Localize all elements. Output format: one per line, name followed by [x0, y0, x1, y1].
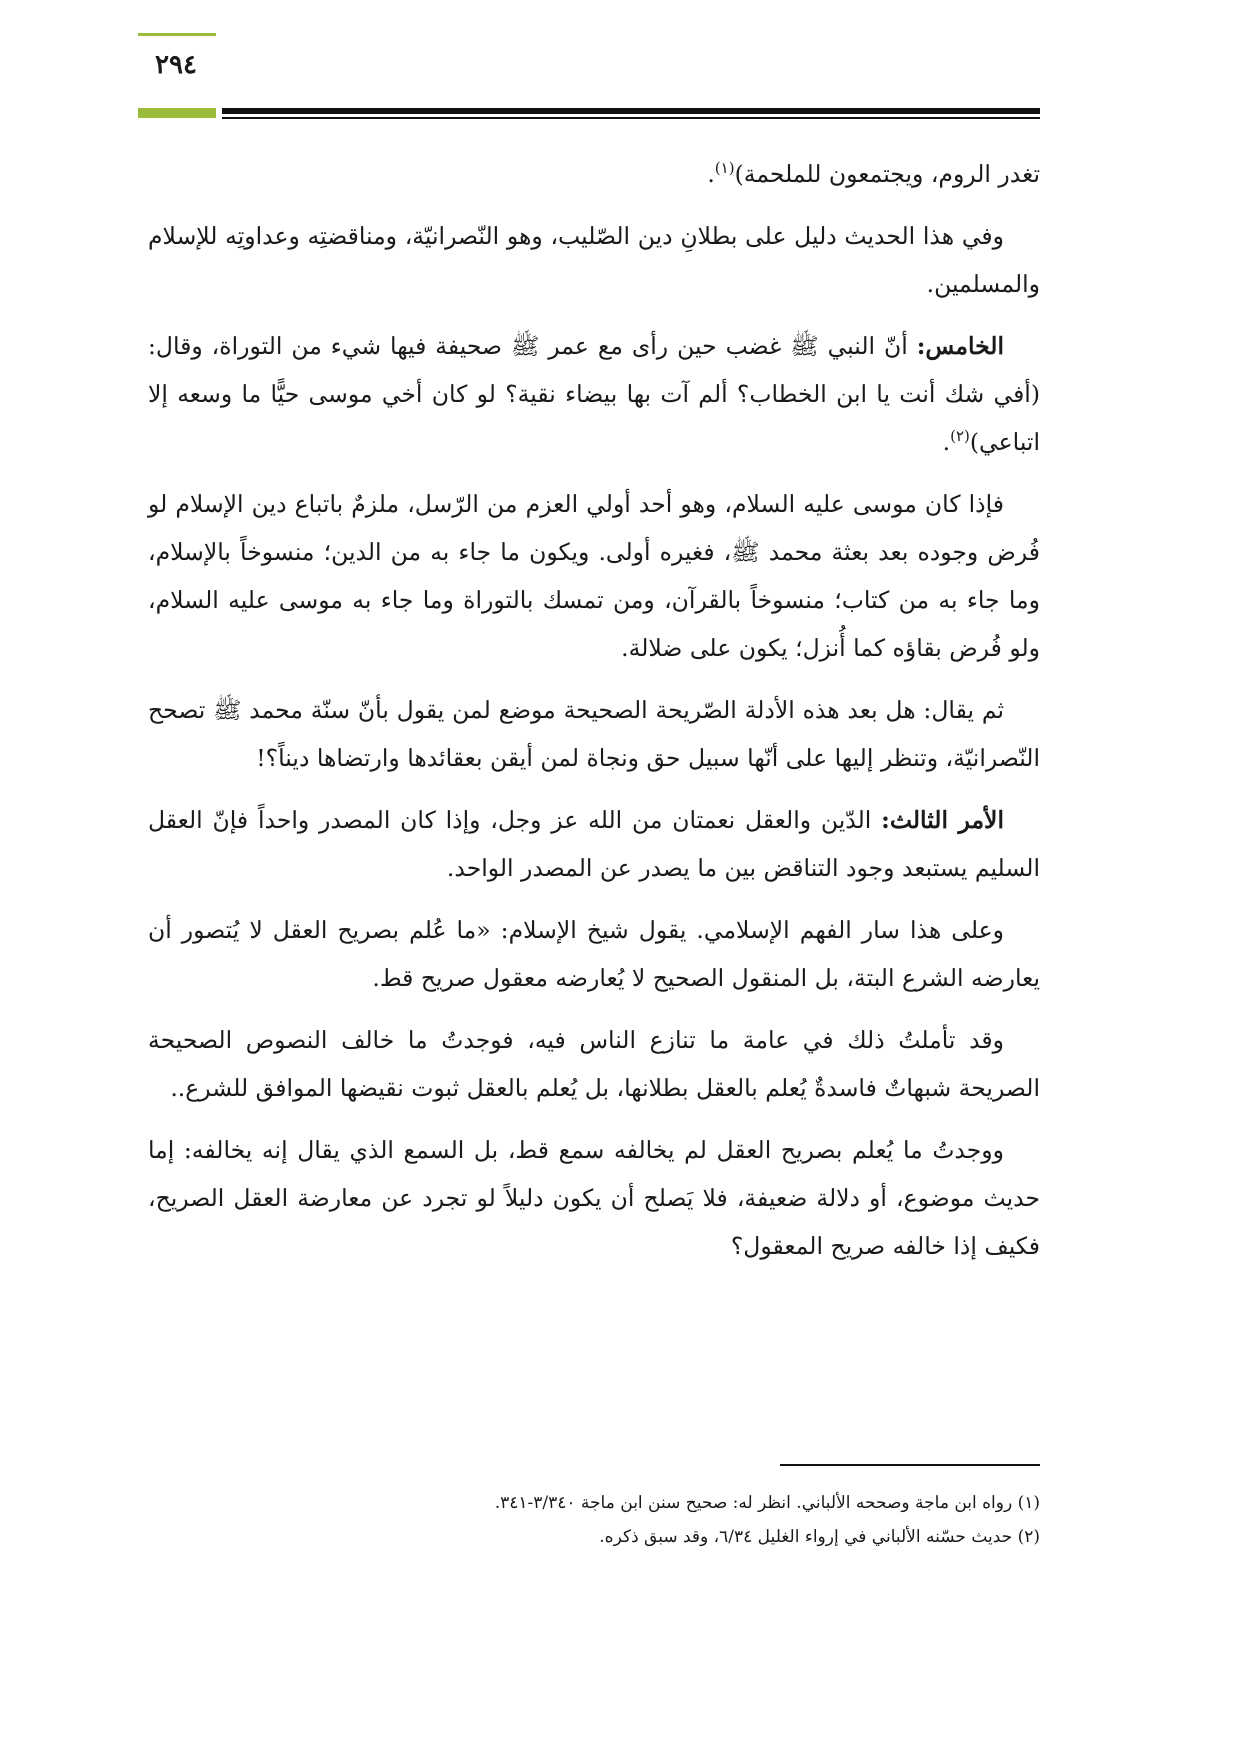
- paragraph-text: تغدر الروم، ويجتمعون للملحمة): [734, 160, 1040, 188]
- paragraph-lead: الأمر الثالث:: [881, 806, 1004, 834]
- paragraph: [148, 150, 1040, 198]
- paragraph-tail: .: [707, 160, 715, 188]
- paragraph: [148, 322, 1040, 466]
- paragraph: [148, 480, 1040, 672]
- paragraph-text: ثم يقال: هل بعد هذه الأدلة الصّريحة الصحيحة موضع لمن يقول بأنّ سنّة محمد ﷺ تصحح النّصرانيّة، وتنظر إليها على أنّها سبيل حق ونجاة لمن أيقن بعقائدها وارتضاها ديناً؟!: [148, 696, 1040, 772]
- footnote: (٢) حديث حسّنه الألباني في إرواء الغليل ٦/٣٤، وقد سبق ذكره.: [599, 1527, 1040, 1547]
- footnote-ref[interactable]: (٢): [950, 427, 970, 446]
- header-rule-thick: [222, 108, 1040, 114]
- page-number: ٢٩٤: [155, 50, 197, 80]
- paragraph: [148, 906, 1040, 1002]
- paragraph-tail: .: [942, 428, 951, 456]
- paragraph-text: أنّ النبي ﷺ غضب حين رأى مع عمر ﷺ صحيفة فيها شيء من التوراة، وقال: (أفي شك أنت يا ابن الخطاب؟ ألم آت بها بيضاء نقية؟ لو كان أخي موسى حيًّا ما وسعه إلا اتباعي): [148, 332, 1040, 456]
- paragraph: [148, 796, 1040, 892]
- paragraph-text: فإذا كان موسى عليه السلام، وهو أحد أولي العزم من الرّسل، ملزمٌ باتباع دين الإسلام لو فُرض وجوده بعد بعثة محمد ﷺ، فغيره أولى. ويكون ما جاء به من الدين؛ منسوخاً بالإسلام، وما جاء به من كتاب؛ منسوخاً بالقرآن، ومن تمسك بالتوراة وما جاء به موسى عليه السلام، ولو فُرض بقاؤه كما أُنزل؛ يكون على ضلالة.: [148, 490, 1040, 662]
- body-text: [148, 150, 1040, 1284]
- paragraph: [148, 212, 1040, 308]
- paragraph: [148, 686, 1040, 782]
- paragraph-lead: الخامس:: [916, 332, 1004, 360]
- footnote-separator: [780, 1464, 1040, 1466]
- paragraph-text: الدّين والعقل نعمتان من الله عز وجل، وإذا كان المصدر واحداً فإنّ العقل السليم يستبعد وجود التناقض بين ما يصدر عن المصدر الواحد.: [148, 806, 1040, 882]
- paragraph-text: ووجدتُ ما يُعلم بصريح العقل لم يخالفه سمع قط، بل السمع الذي يقال إنه يخالفه: إما حديث موضوع، أو دلالة ضعيفة، فلا يَصلح أن يكون دليلاً لو تجرد عن معارضة العقل الصريح، فكيف إذا خالفه صريح المعقول؟: [148, 1136, 1040, 1260]
- paragraph-text: وفي هذا الحديث دليل على بطلانِ دين الصّليب، وهو النّصرانيّة، ومناقضتِه وعداوتِه للإسلام والمسلمين.: [148, 222, 1040, 298]
- footnote-ref[interactable]: (١): [714, 159, 735, 178]
- footnotes: [148, 1486, 1040, 1554]
- header-accent-top: [138, 33, 216, 36]
- paragraph-text: وقد تأملتُ ذلك في عامة ما تنازع الناس فيه، فوجدتُ ما خالف النصوص الصحيحة الصريحة شبهاتٌ فاسدةٌ يُعلم بالعقل بطلانها، بل يُعلم بالعقل ثبوت نقيضها الموافق للشرع..: [148, 1026, 1040, 1102]
- paragraph: [148, 1016, 1040, 1112]
- paragraph: [148, 1126, 1040, 1270]
- header-rule-thin: [222, 117, 1040, 119]
- footnote: (١) رواه ابن ماجة وصححه الألباني. انظر له: صحيح سنن ابن ماجة ٣/٣٤٠-٣٤١.: [494, 1493, 1040, 1513]
- header-accent-bar: [138, 108, 216, 118]
- paragraph-text: وعلى هذا سار الفهم الإسلامي. يقول شيخ الإسلام: «ما عُلم بصريح العقل لا يُتصور أن يعارضه الشرع البتة، بل المنقول الصحيح لا يُعارضه معقول صريح قط.: [148, 916, 1040, 992]
